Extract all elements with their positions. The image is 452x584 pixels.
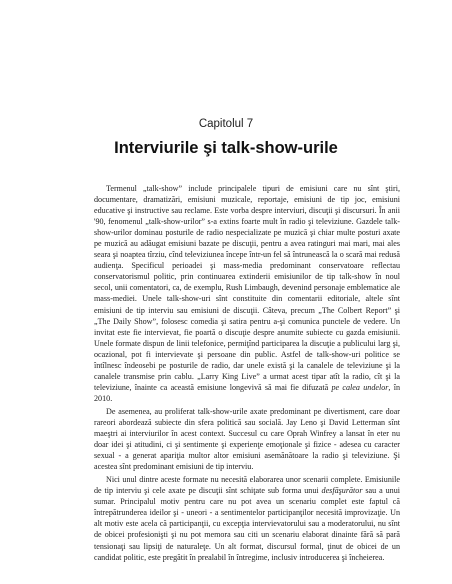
paragraph: De asemenea, au proliferat talk-show-urile axate predominant pe divertisment, care doar rareori abordează subiecte din sfera politică sau socială. Jay Leno şi David Letterman sînt maeştri ai interviurilor în acest context. Succesul cu care Oprah Winfrey a lansat în eter nu doar idei şi atitudini, ci şi sentimente şi experienţe emoţionale şi fizice - adesea cu caracter sexual - a generat apariţia multor altor emisiuni asemănătoare la radio şi televiziune. Şi acestea sînt predominant emisiuni de tip interviu. bbox=[94, 406, 400, 472]
emphasis: desfăşurător bbox=[321, 486, 363, 496]
paragraph: Termenul „talk-show” include principalele tipuri de emisiuni care nu sînt ştiri, documentare, dramatizări, emisiuni muzicale, reportaje, emisiuni de tip joc, emisiuni educative şi instructive sau reclame. Este vorba despre interviuri, discuţii şi discursuri. În anii '90, fenomenul „talk-show-urilor” s-a extins foarte mult în radio şi televiziune. Gazdele talk-show-urilor dominau posturile de radio nespecializate pe muzică şi chiar multe posturi axate pe muzică au adăugat emisiuni bazate pe discuţii, pentru a avea ratinguri mai mari, mai ales seara şi noaptea tîrziu, cînd televiziunea începe într-un fel să întrunească la o scară mai redusă audienţa. Specificul perioadei şi mass-media predominant conservatoare reflectau conservatorismul politic, prin continuarea extinderii emisiunilor de tip talk-show în noul secol, unii comentatori, ca, de exemplu, Rush Limbaugh, devenind personaje emblematice ale mass-mediei. Unele talk-show-uri sînt constituite din comentarii editoriale, altele sînt emisiuni de tip interviu sau emisiuni de discuţii. Câteva, precum „The Colbert Report” şi „The Daily Show”, folosesc comedia şi satira pentru a-şi comunica punctele de vedere. Un invitat este fie intervievat, fie poartă o discuţie despre anumite subiecte cu gazda emisiunii. Unele formate dispun de linii telefonice, permiţînd participarea la discuţie a publicului larg şi, ocazional, pot fi intervievate şi persoane din public. Astfel de talk-show-uri politice se întîlnesc îndeosebi pe posturile de radio, dar unele există şi la canalele de televiziune şi la canalele transmise prin cablu. „Larry King Live” a urmat acest tipar atît la radio, cît şi la televiziune, înainte ca această emisiune longevivă să mai fie difuzată pe calea undelor, în 2010. bbox=[94, 184, 401, 403]
paragraph: Nici unul dintre aceste formate nu necesită elaborarea unor scenarii complete. Emisiunile de tip interviu şi cele axate pe discuţii sînt schiţate sub forma unui desfăşurător sau a unui sumar. Principalul motiv pentru care nu pot avea un scenariu complet este faptul că întrepătrunderea ideilor şi - uneori - a sentimentelor participanţilor necesită improvizaţie. Un alt motiv este acela că participanţii, cu excepţia intervievatorului sau a moderatorului, nu sînt de obicei profesionişti şi nu pot memora sau citi un scenariu elaborat dinainte fără să pară tensionaţi sau lipsiţi de naturaleţe. Un alt format, discursul formal, ţinut de obicei de un candidat politic, este pregătit în prealabil în întregime, inclusiv introducerea şi încheierea. bbox=[94, 475, 400, 562]
body-text bbox=[94, 183, 400, 563]
chapter-label: Capitolul 7 bbox=[198, 118, 254, 130]
chapter-title: Interviurile şi talk-show-urile bbox=[114, 139, 338, 157]
emphasis: pe calea undelor bbox=[331, 382, 389, 392]
